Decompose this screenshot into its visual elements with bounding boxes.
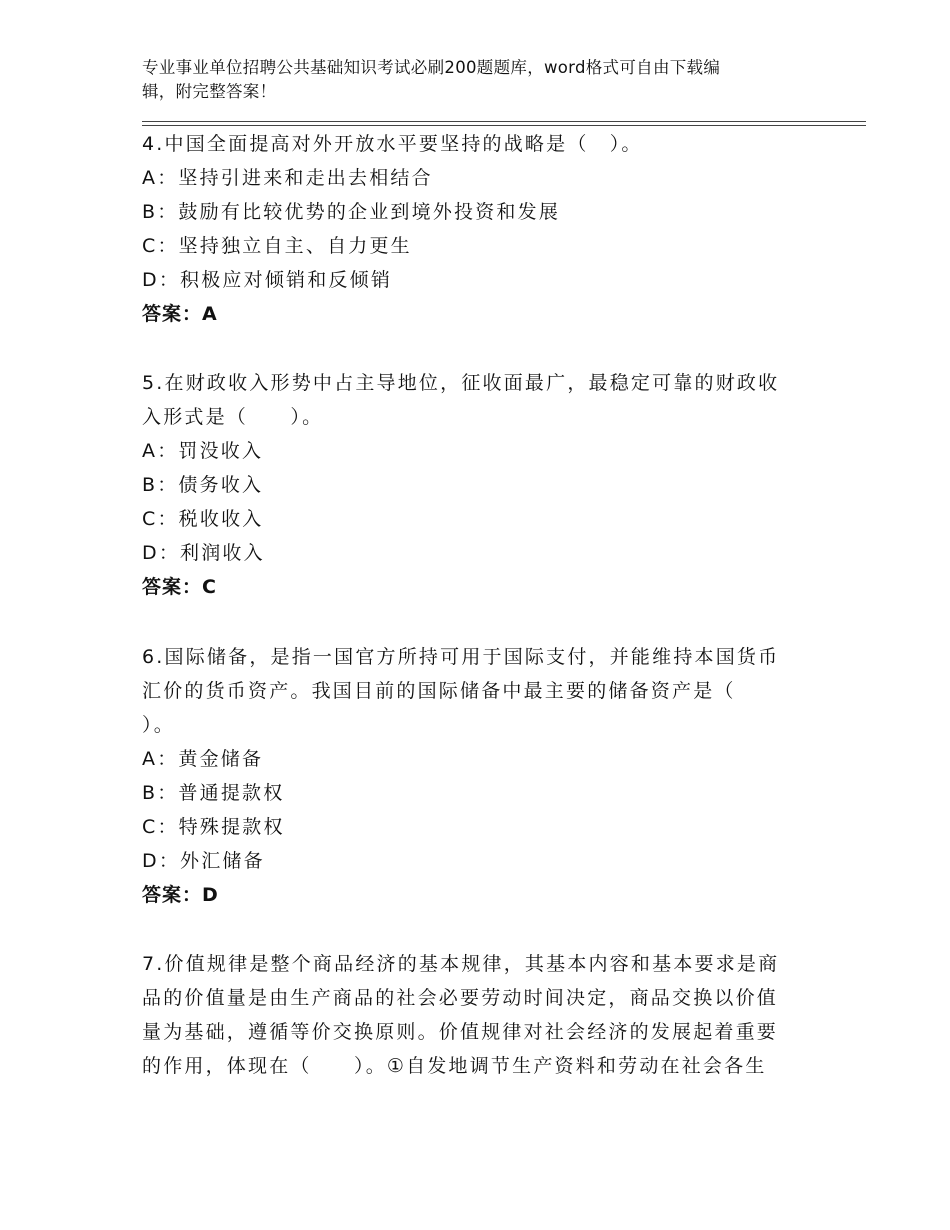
header-line-1: 专业事业单位招聘公共基础知识考试必刷200题题库，word格式可自由下载编 (142, 58, 721, 77)
question-5-stem-line-1: 5.在财政收入形势中占主导地位，征收面最广，最稳定可靠的财政收 (142, 372, 780, 394)
header-divider-bottom (142, 125, 866, 126)
header-line-2: 辑，附完整答案！ (142, 82, 277, 101)
question-6-stem-line-2: 汇价的货币资产。我国目前的国际储备中最主要的储备资产是（ (142, 680, 736, 702)
question-4-option-a: A：坚持引进来和走出去相结合 (142, 167, 433, 189)
question-7-stem-line-2: 品的价值量是由生产商品的社会必要劳动时间决定，商品交换以价值 (142, 987, 779, 1009)
question-5-option-c: C：税收收入 (142, 508, 264, 530)
question-4-stem: 4.中国全面提高对外开放水平要坚持的战略是（ ）。 (142, 133, 643, 155)
question-6-answer: 答案：D (142, 884, 219, 906)
question-4-option-c: C：坚持独立自主、自力更生 (142, 235, 412, 257)
question-6-stem-line-3: ）。 (142, 714, 175, 736)
document-header (142, 56, 802, 104)
question-6-stem-line-1: 6.国际储备，是指一国官方所持可用于国际支付，并能维持本国货币 (142, 646, 780, 668)
question-5-option-d: D：利润收入 (142, 542, 265, 564)
question-6-option-a: A：黄金储备 (142, 748, 264, 770)
question-4-option-b: B：鼓励有比较优势的企业到境外投资和发展 (142, 201, 561, 223)
question-5-answer: 答案：C (142, 576, 217, 598)
question-7-stem-line-3: 量为基础，遵循等价交换原则。价值规律对社会经济的发展起着重要 (142, 1021, 779, 1043)
question-4-option-d: D：积极应对倾销和反倾销 (142, 269, 393, 291)
question-5-option-b: B：债务收入 (142, 474, 264, 496)
question-7-stem-line-1: 7.价值规律是整个商品经济的基本规律，其基本内容和基本要求是商 (142, 953, 780, 975)
question-5-option-a: A：罚没收入 (142, 440, 264, 462)
header-divider-top (142, 121, 866, 122)
question-4-answer: 答案：A (142, 303, 218, 325)
question-6-option-d: D：外汇储备 (142, 850, 265, 872)
question-5-stem-line-2: 入形式是（ ）。 (142, 406, 324, 428)
question-6-option-b: B：普通提款权 (142, 782, 285, 804)
question-6-option-c: C：特殊提款权 (142, 816, 285, 838)
question-7-stem-line-4: 的作用，体现在（ ）。①自发地调节生产资料和劳动在社会各生 (142, 1055, 767, 1077)
